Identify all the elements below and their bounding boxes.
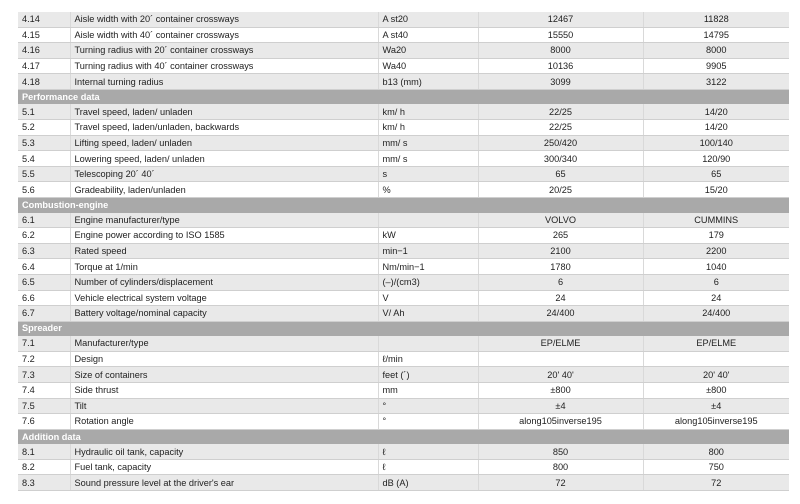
row-unit: (–)/(cm3) — [378, 274, 478, 290]
value-model-1 — [478, 351, 643, 367]
row-unit: V — [378, 290, 478, 306]
table-row — [18, 475, 789, 491]
row-label: Hydraulic oil tank, capacity — [70, 444, 378, 460]
value-model-1: 24/400 — [478, 306, 643, 322]
table-row — [18, 274, 789, 290]
value-model-1: 20' 40' — [478, 367, 643, 383]
value-model-2: 3122 — [643, 74, 789, 90]
row-unit: Wa20 — [378, 43, 478, 59]
section-header — [18, 198, 789, 213]
row-unit: kW — [378, 228, 478, 244]
row-number: 6.7 — [18, 306, 70, 322]
table-row — [18, 182, 789, 198]
row-number: 6.4 — [18, 259, 70, 275]
value-model-2: 72 — [643, 475, 789, 491]
row-label: Telescoping 20´ 40´ — [70, 166, 378, 182]
row-label: Rotation angle — [70, 414, 378, 430]
row-number: 7.1 — [18, 336, 70, 352]
section-title: Addition data — [18, 429, 789, 444]
row-unit: km/ h — [378, 120, 478, 136]
table-row — [18, 27, 789, 43]
spec-table-body — [18, 12, 789, 491]
table-row — [18, 382, 789, 398]
row-label: Internal turning radius — [70, 74, 378, 90]
row-label: Rated speed — [70, 243, 378, 259]
table-row — [18, 104, 789, 120]
row-unit: ℓ/min — [378, 351, 478, 367]
value-model-1: 65 — [478, 166, 643, 182]
value-model-1: 72 — [478, 475, 643, 491]
row-number: 6.3 — [18, 243, 70, 259]
spec-sheet — [18, 12, 789, 491]
row-number: 4.16 — [18, 43, 70, 59]
value-model-1: ±800 — [478, 382, 643, 398]
row-number: 4.17 — [18, 58, 70, 74]
row-label: Travel speed, laden/unladen, backwards — [70, 120, 378, 136]
row-unit: A st40 — [378, 27, 478, 43]
row-unit: dB (A) — [378, 475, 478, 491]
value-model-1: 22/25 — [478, 104, 643, 120]
value-model-1: 265 — [478, 228, 643, 244]
value-model-2: 20' 40' — [643, 367, 789, 383]
value-model-2: 100/140 — [643, 135, 789, 151]
row-number: 5.6 — [18, 182, 70, 198]
value-model-2: 6 — [643, 274, 789, 290]
value-model-1: 250/420 — [478, 135, 643, 151]
value-model-2: 120/90 — [643, 151, 789, 167]
row-unit: km/ h — [378, 104, 478, 120]
value-model-1: 8000 — [478, 43, 643, 59]
row-unit: ℓ — [378, 459, 478, 475]
value-model-1: 6 — [478, 274, 643, 290]
row-unit: A st20 — [378, 12, 478, 27]
section-header — [18, 321, 789, 336]
table-row — [18, 306, 789, 322]
row-number: 5.3 — [18, 135, 70, 151]
row-unit: mm — [378, 382, 478, 398]
value-model-1: 300/340 — [478, 151, 643, 167]
row-number: 6.5 — [18, 274, 70, 290]
table-row — [18, 290, 789, 306]
row-number: 7.2 — [18, 351, 70, 367]
value-model-2: 750 — [643, 459, 789, 475]
row-label: Sound pressure level at the driver's ear — [70, 475, 378, 491]
row-label: Torque at 1/min — [70, 259, 378, 275]
table-row — [18, 151, 789, 167]
value-model-1: EP/ELME — [478, 336, 643, 352]
row-label: Design — [70, 351, 378, 367]
row-unit — [378, 212, 478, 228]
row-label: Battery voltage/nominal capacity — [70, 306, 378, 322]
row-label: Number of cylinders/displacement — [70, 274, 378, 290]
row-label: Engine power according to ISO 1585 — [70, 228, 378, 244]
value-model-1: VOLVO — [478, 212, 643, 228]
value-model-1: 850 — [478, 444, 643, 460]
row-number: 4.18 — [18, 74, 70, 90]
row-number: 8.1 — [18, 444, 70, 460]
row-unit: mm/ s — [378, 135, 478, 151]
section-title: Combustion-engine — [18, 198, 789, 213]
value-model-1: 15550 — [478, 27, 643, 43]
value-model-1: 800 — [478, 459, 643, 475]
value-model-1: 1780 — [478, 259, 643, 275]
value-model-2: 9905 — [643, 58, 789, 74]
table-row — [18, 351, 789, 367]
section-title: Spreader — [18, 321, 789, 336]
row-label: Turning radius with 40´ container crossways — [70, 58, 378, 74]
row-label: Aisle width with 40´ container crossways — [70, 27, 378, 43]
row-label: Manufacturer/type — [70, 336, 378, 352]
value-model-2: 14/20 — [643, 120, 789, 136]
row-number: 4.15 — [18, 27, 70, 43]
row-number: 7.3 — [18, 367, 70, 383]
row-label: Gradeability, laden/unladen — [70, 182, 378, 198]
row-number: 7.6 — [18, 414, 70, 430]
value-model-2: 179 — [643, 228, 789, 244]
section-title: Performance data — [18, 89, 789, 104]
row-unit — [378, 336, 478, 352]
table-row — [18, 58, 789, 74]
table-row — [18, 43, 789, 59]
row-number: 5.2 — [18, 120, 70, 136]
value-model-2: 65 — [643, 166, 789, 182]
value-model-2 — [643, 351, 789, 367]
value-model-2: 11828 — [643, 12, 789, 27]
value-model-2: 14795 — [643, 27, 789, 43]
row-number: 7.4 — [18, 382, 70, 398]
value-model-1: 22/25 — [478, 120, 643, 136]
value-model-2: 800 — [643, 444, 789, 460]
table-row — [18, 336, 789, 352]
value-model-1: 12467 — [478, 12, 643, 27]
row-unit: V/ Ah — [378, 306, 478, 322]
table-row — [18, 444, 789, 460]
value-model-2: 24 — [643, 290, 789, 306]
spec-table — [18, 12, 789, 491]
row-label: Tilt — [70, 398, 378, 414]
value-model-1: 24 — [478, 290, 643, 306]
row-number: 6.1 — [18, 212, 70, 228]
row-number: 8.2 — [18, 459, 70, 475]
value-model-2: 15/20 — [643, 182, 789, 198]
table-row — [18, 228, 789, 244]
table-row — [18, 74, 789, 90]
table-row — [18, 459, 789, 475]
row-number: 5.1 — [18, 104, 70, 120]
row-unit: min−1 — [378, 243, 478, 259]
table-row — [18, 166, 789, 182]
row-label: Travel speed, laden/ unladen — [70, 104, 378, 120]
value-model-2: along105inverse195 — [643, 414, 789, 430]
row-unit: Nm/min−1 — [378, 259, 478, 275]
value-model-2: EP/ELME — [643, 336, 789, 352]
value-model-2: 14/20 — [643, 104, 789, 120]
row-number: 6.6 — [18, 290, 70, 306]
table-row — [18, 367, 789, 383]
value-model-1: 2100 — [478, 243, 643, 259]
row-unit: ℓ — [378, 444, 478, 460]
table-row — [18, 259, 789, 275]
row-number: 6.2 — [18, 228, 70, 244]
table-row — [18, 135, 789, 151]
row-unit: Wa40 — [378, 58, 478, 74]
row-label: Side thrust — [70, 382, 378, 398]
value-model-2: ±4 — [643, 398, 789, 414]
table-row — [18, 212, 789, 228]
value-model-2: 24/400 — [643, 306, 789, 322]
row-unit: ° — [378, 398, 478, 414]
row-unit: ° — [378, 414, 478, 430]
row-unit: s — [378, 166, 478, 182]
table-row — [18, 414, 789, 430]
value-model-2: 1040 — [643, 259, 789, 275]
row-number: 7.5 — [18, 398, 70, 414]
table-row — [18, 398, 789, 414]
row-label: Lowering speed, laden/ unladen — [70, 151, 378, 167]
value-model-2: CUMMINS — [643, 212, 789, 228]
row-number: 4.14 — [18, 12, 70, 27]
row-number: 5.4 — [18, 151, 70, 167]
table-row — [18, 243, 789, 259]
row-unit: % — [378, 182, 478, 198]
row-label: Engine manufacturer/type — [70, 212, 378, 228]
section-header — [18, 89, 789, 104]
value-model-1: along105inverse195 — [478, 414, 643, 430]
row-number: 8.3 — [18, 475, 70, 491]
value-model-1: ±4 — [478, 398, 643, 414]
section-header — [18, 429, 789, 444]
row-label: Vehicle electrical system voltage — [70, 290, 378, 306]
row-label: Size of containers — [70, 367, 378, 383]
row-label: Turning radius with 20´ container crossways — [70, 43, 378, 59]
value-model-2: 8000 — [643, 43, 789, 59]
value-model-2: 2200 — [643, 243, 789, 259]
row-label: Lifting speed, laden/ unladen — [70, 135, 378, 151]
table-row — [18, 120, 789, 136]
row-unit: feet (´) — [378, 367, 478, 383]
table-row — [18, 12, 789, 27]
row-label: Aisle width with 20´ container crossways — [70, 12, 378, 27]
row-unit: mm/ s — [378, 151, 478, 167]
row-label: Fuel tank, capacity — [70, 459, 378, 475]
row-unit: b13 (mm) — [378, 74, 478, 90]
row-number: 5.5 — [18, 166, 70, 182]
value-model-1: 3099 — [478, 74, 643, 90]
value-model-1: 20/25 — [478, 182, 643, 198]
value-model-2: ±800 — [643, 382, 789, 398]
value-model-1: 10136 — [478, 58, 643, 74]
